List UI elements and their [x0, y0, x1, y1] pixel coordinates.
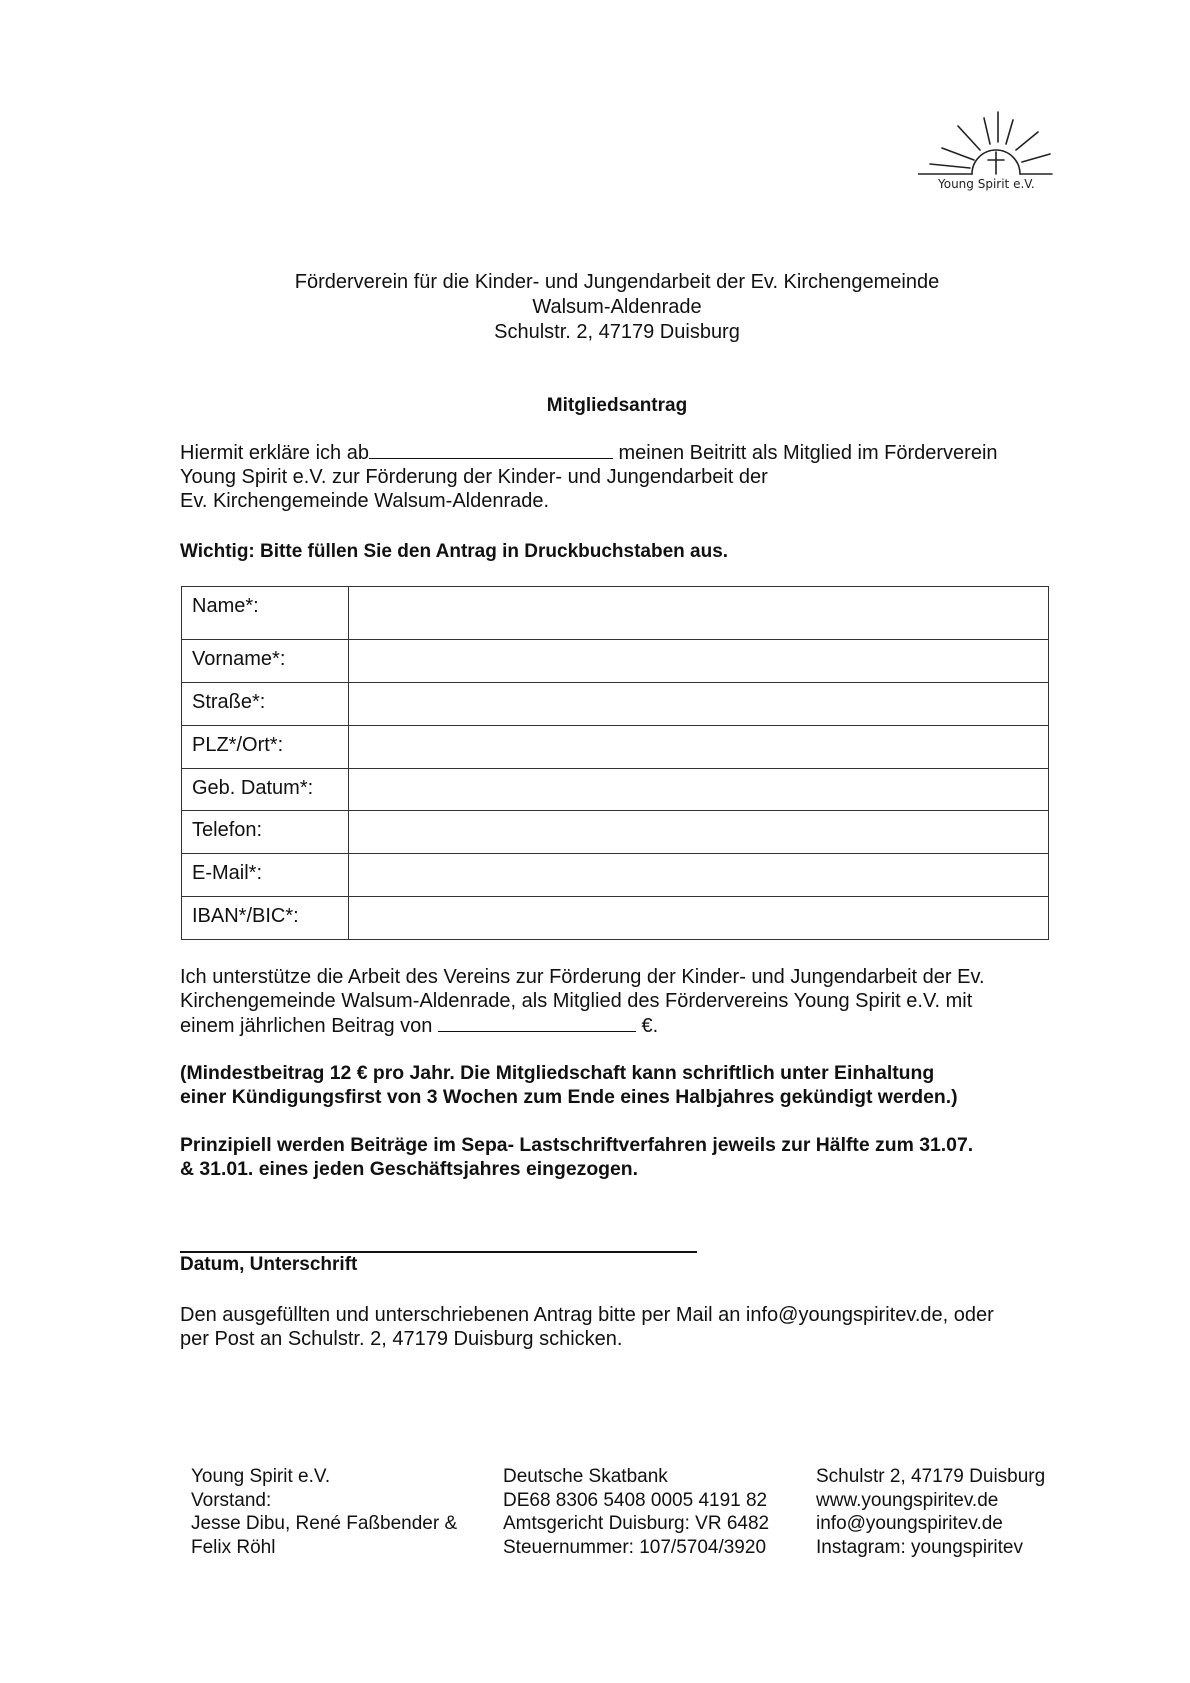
start-date-blank[interactable]: [369, 440, 613, 459]
sepa-line-2: & 31.01. eines jeden Geschäftsjahres eingezogen.: [180, 1158, 639, 1180]
intro-text-1: Hiermit erkläre ich ab: [180, 442, 369, 464]
intro-line-2: Young Spirit e.V. zur Förderung der Kinder- und Jungendarbeit der: [180, 466, 768, 488]
birth-date-field[interactable]: [349, 769, 1049, 811]
signature-line[interactable]: [180, 1251, 697, 1253]
phone-field[interactable]: [349, 811, 1049, 854]
field-label: PLZ*/Ort*:: [182, 726, 349, 769]
email-field[interactable]: [349, 854, 1049, 897]
footer-bank: [503, 1465, 769, 1559]
footer-contact: [816, 1465, 1045, 1559]
field-label: Geb. Datum*:: [182, 769, 349, 811]
logo-text: Young Spirit e.V.: [938, 177, 1035, 191]
member-data-table: [181, 586, 1049, 940]
footer-text: Steuernummer: 107/5704/3920: [503, 1536, 767, 1558]
organization-header: [180, 270, 1054, 345]
support-text-3a: einem jährlichen Beitrag von: [180, 1015, 438, 1037]
footer-text: Deutsche Skatbank: [503, 1466, 668, 1487]
support-paragraph: [180, 965, 1060, 1038]
send-line-2: per Post an Schulstr. 2, 47179 Duisburg schicken.: [180, 1328, 623, 1350]
footer-association: [191, 1465, 457, 1559]
name-field[interactable]: [349, 587, 1049, 640]
sepa-line-1: Prinzipiell werden Beiträge im Sepa- Lastschriftverfahren jeweils zur Hälfte zum 31.07.: [180, 1134, 974, 1156]
field-label: Name*:: [182, 587, 349, 640]
table-row: [182, 811, 1049, 854]
minimum-fee-notice: [180, 1061, 1060, 1109]
field-label: Vorname*:: [182, 640, 349, 683]
iban-bic-field[interactable]: [349, 897, 1049, 940]
send-instructions: [180, 1303, 1060, 1351]
page-title: Mitgliedsantrag: [546, 395, 688, 416]
header-line-1: Förderverein für die Kinder- und Jungendarbeit der Ev. Kirchengemeinde: [294, 271, 940, 293]
field-label: E-Mail*:: [182, 854, 349, 897]
header-line-3: Schulstr. 2, 47179 Duisburg: [494, 321, 740, 343]
intro-line-3: Ev. Kirchengemeinde Walsum-Aldenrade.: [180, 490, 550, 512]
annual-fee-blank[interactable]: [438, 1013, 636, 1032]
important-notice: Wichtig: Bitte füllen Sie den Antrag in Druckbuchstaben aus.: [180, 541, 729, 562]
table-row: [182, 640, 1049, 683]
minimum-line-2: einer Kündigungsfirst von 3 Wochen zum Ende eines Halbjahres gekündigt werden.): [180, 1086, 958, 1108]
footer-text: Schulstr 2, 47179 Duisburg: [816, 1466, 1046, 1487]
intro-paragraph: [180, 440, 1060, 513]
table-row: [182, 683, 1049, 726]
minimum-line-1: (Mindestbeitrag 12 € pro Jahr. Die Mitgliedschaft kann schriftlich unter Einhaltung: [180, 1062, 935, 1084]
table-row: [182, 897, 1049, 940]
footer-text: Jesse Dibu, René Faßbender &: [191, 1513, 458, 1534]
support-line-2: Kirchengemeinde Walsum-Aldenrade, als Mitglied des Fördervereins Young Spirit e.V. mit: [180, 990, 973, 1012]
field-label: IBAN*/BIC*:: [182, 897, 349, 940]
field-label: Straße*:: [182, 683, 349, 726]
footer-instagram: Instagram: youngspiritev: [816, 1536, 1023, 1558]
table-row: [182, 587, 1049, 640]
support-text-3b: €.: [635, 1015, 659, 1037]
footer-text: DE68 8306 5408 0005 4191 82: [503, 1489, 768, 1511]
table-row: [182, 854, 1049, 897]
signature-label: Datum, Unterschrift: [180, 1254, 358, 1275]
footer-text: Young Spirit e.V.: [191, 1466, 331, 1487]
footer-website-link[interactable]: www.youngspiritev.de: [816, 1489, 999, 1511]
intro-text-2: meinen Beitritt als Mitglied im Förderverein: [612, 442, 998, 464]
send-line-1: Den ausgefüllten und unterschriebenen Antrag bitte per Mail an info@youngspiritev.de, oder: [180, 1304, 994, 1326]
street-field[interactable]: [349, 683, 1049, 726]
first-name-field[interactable]: [349, 640, 1049, 683]
footer-text: Vorstand:: [191, 1489, 272, 1511]
sepa-notice: [180, 1133, 1060, 1181]
footer-email-link[interactable]: info@youngspiritev.de: [816, 1513, 1003, 1534]
table-row: [182, 726, 1049, 769]
support-line-1: Ich unterstütze die Arbeit des Vereins zur Förderung der Kinder- und Jungendarbeit der Ev.: [180, 966, 985, 988]
zip-city-field[interactable]: [349, 726, 1049, 769]
footer-text: Felix Röhl: [191, 1536, 276, 1558]
table-row: [182, 769, 1049, 811]
header-line-2: Walsum-Aldenrade: [532, 296, 702, 318]
footer-text: Amtsgericht Duisburg: VR 6482: [503, 1513, 770, 1534]
field-label: Telefon:: [182, 811, 349, 854]
